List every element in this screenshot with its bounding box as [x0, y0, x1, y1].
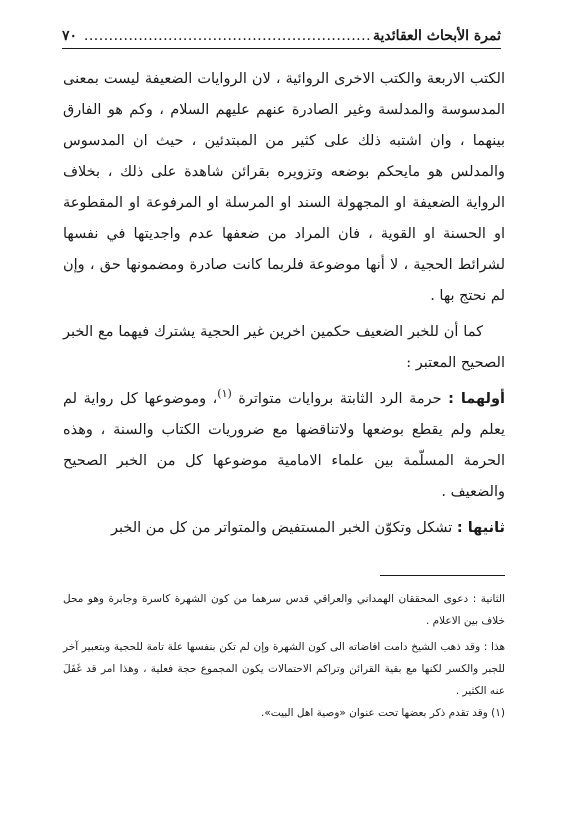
paragraph-3-text-b: ، وموضوعها كل رواية لم يعلم ولم يقطع بوضعها ولاتناقضها مع ضروريات الكتاب والسنة ، وهذه الحرمة المسلّمة بين علماء الامامية موضوعها كل من الخبر الصحيح والضعيف .	[63, 391, 505, 500]
paragraph-1: الكتب الاربعة والكتب الاخرى الروائية ، لان الروايات الضعيفة ليست بمعنى المدسوسة والمدلسة وغير الصادرة عنهم عليهم السلام ، وكم هو الفارق بينهما ، وان اشتبه ذلك على كثير من المبتدئين ، حيث ان المدسوس والمدلس هو مايحكم بوضعه وتزويره بقرائن شاهدة على ذلك ، بخلاف الرواية الضعيفة او المجهولة السند او المرسلة او المرفوعة او المقطوعة او الحسنة او القوية ، فان المراد من ضعفها عدم واجديتها في نفسها لشرائط الحجية ، لا أنها موضوعة فلربما كانت صادرة ومضمونها حق ، وإن لم نحتج بها .	[63, 71, 505, 304]
paragraph-2: كما أن للخبر الضعيف حكمين اخرين غير الحجية يشترك فيهما مع الخبر الصحيح المعتبر :	[63, 324, 505, 371]
footnotes	[63, 588, 505, 724]
paragraph-3	[63, 384, 505, 508]
paragraph-4-lead: ثانيها :	[456, 520, 505, 536]
footnote-continued: الثانية : دعوى المحققان الهمداني والعراقي قدس سرهما من كون الشهرة كاسرة وجابرة وهو محل خلاف بين الاعلام .	[63, 593, 505, 627]
main-text	[63, 64, 505, 544]
paragraph-3-text-a: حرمة الرد الثابتة بروايات متواترة	[231, 391, 449, 407]
paragraph-4	[63, 513, 505, 544]
footnote-note: هذا : وقد ذهب الشيخ دامت افاضاته الى كون الشهرة وإن لم تكن بنفسها علة تامة للحجية وبتعبير آخر للجبر والكسر لكنها مع بقية القرائن وتراكم الاحتمالات يكون المجموع حجة فعلية ، وهذا امر قد غَفَلَ عنه الكثير .	[63, 641, 505, 697]
header-rule	[62, 48, 501, 49]
footnote-separator	[380, 575, 505, 576]
footnote-ref-1[interactable]: (١)	[217, 387, 232, 401]
paragraph-4-text: تشكل وتكوّن الخبر المستفيض والمتواتر من كل من الخبر	[111, 520, 457, 536]
header-leader-dots: ..........................................................	[83, 28, 372, 44]
page-number: ٧٠	[62, 28, 78, 44]
book-title: ثمرة الأبحاث العقائدية	[373, 28, 501, 44]
running-header	[62, 24, 501, 46]
paragraph-3-lead: أولهما :	[448, 391, 505, 407]
footnote-1: (١) وقد تقدم ذكر بعضها تحت عنوان «وصية اهل البيت».	[261, 707, 505, 719]
